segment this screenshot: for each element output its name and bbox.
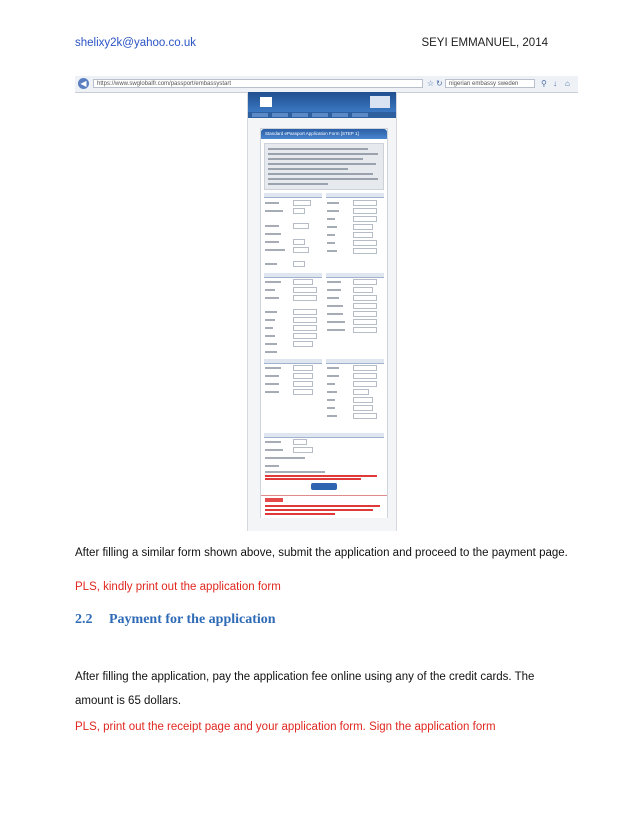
section-heading <box>75 612 276 628</box>
form-title: Standard ePassport Application Form [STEP 1] <box>261 129 387 139</box>
flag-icon <box>370 96 390 108</box>
screenshot-webpage <box>247 92 397 531</box>
print-note: PLS, kindly print out the application form <box>75 581 281 593</box>
section-number: 2.2 <box>75 612 93 627</box>
home-icon: ⌂ <box>565 79 570 88</box>
embedded-screenshot <box>75 76 578 531</box>
search-field: nigerian embassy sweden <box>445 79 535 88</box>
warning-box <box>261 495 387 518</box>
url-field: https://www.swglobalfr.com/passport/embassystart <box>93 79 423 88</box>
back-icon: ◀ <box>78 78 89 89</box>
site-logo <box>260 97 272 107</box>
site-menu <box>248 112 396 118</box>
header-author: SEYI EMMANUEL, 2014 <box>421 37 548 49</box>
download-icon: ↓ <box>553 79 557 88</box>
browser-address-bar <box>75 76 578 93</box>
search-icon: ⚲ <box>541 79 547 88</box>
section-title: Payment for the application <box>109 612 276 627</box>
star-icon: ☆ <box>427 79 435 88</box>
payment-paragraph: After filling the application, pay the application fee online using any of the credit cards. The amount is 65 dollars. <box>75 671 535 707</box>
receipt-note: PLS, print out the receipt page and your application form. Sign the application form <box>75 721 496 733</box>
form-notes <box>264 143 384 190</box>
application-form <box>260 128 388 518</box>
submit-application-button <box>311 483 337 490</box>
site-banner <box>248 92 396 112</box>
header-email[interactable]: shelixy2k@yahoo.co.uk <box>75 37 196 49</box>
caption-text: After filling a similar form shown above, submit the application and proceed to the payment page. <box>75 547 568 559</box>
refresh-icon: ↻ <box>436 79 443 88</box>
